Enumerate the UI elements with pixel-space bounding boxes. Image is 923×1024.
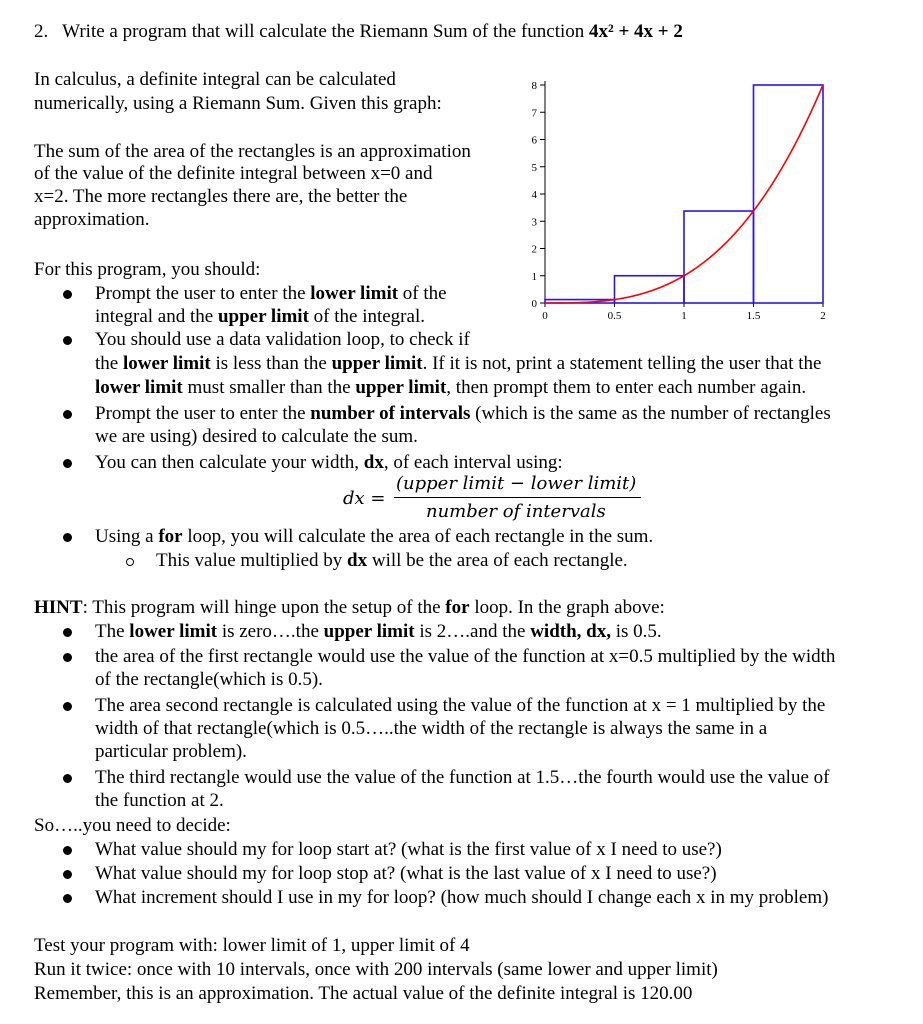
x-tick-label: 2	[820, 310, 826, 322]
formula-numerator: (upper limit − lower limit)	[396, 473, 637, 494]
decide-q2: What value should my for loop stop at? (what is the last value of x I need to use?)	[95, 863, 717, 884]
intro-line-1: In calculus, a definite integral can be calculated	[34, 69, 396, 90]
sum-line-4: approximation.	[34, 209, 150, 230]
y-tick-label: 7	[531, 107, 537, 120]
program-b5-line-1: Using a for loop, you will calculate the area of each rectangle in the sum.	[95, 526, 654, 547]
program-b3-line-2: we are using) desired to calculate the sum.	[95, 426, 418, 447]
decide-q1: What value should my for loop start at? (what is the first value of x I need to use?)	[95, 839, 722, 860]
y-tick-label: 0	[531, 298, 537, 310]
program-b2-line-1: You should use a data validation loop, to check if	[95, 329, 470, 350]
hint-h4-line-2: the function at 2.	[95, 790, 224, 811]
bullet-icon	[63, 774, 72, 783]
bullet-icon	[63, 702, 72, 711]
question-number: 2.	[34, 21, 49, 42]
function-expression: 4x² + 4x + 2	[589, 21, 683, 42]
question-title	[34, 20, 683, 44]
bullet-icon	[63, 653, 72, 662]
x-tick-label: 1	[681, 310, 687, 322]
test-line-3: Remember, this is an approximation. The actual value of the definite integral is 120.00	[34, 983, 693, 1004]
formula-denominator: number of intervals	[426, 501, 606, 522]
test-line-1: Test your program with: lower limit of 1, upper limit of 4	[34, 935, 470, 956]
bullet-icon	[63, 870, 72, 879]
y-tick-label: 5	[531, 161, 537, 174]
y-tick-label: 1	[531, 270, 537, 283]
test-line-2: Run it twice: once with 10 intervals, once with 200 intervals (same lower and upper limit)	[34, 959, 718, 980]
program-b3-line-1: Prompt the user to enter the number of intervals (which is the same as the number of rectangles	[95, 403, 831, 424]
x-tick-label: 0	[542, 310, 548, 322]
bullet-icon	[63, 290, 72, 299]
y-tick-label: 2	[531, 243, 537, 256]
y-tick-label: 8	[531, 80, 537, 92]
bullet-icon	[63, 628, 72, 637]
program-b1-line-1: Prompt the user to enter the lower limit of the	[95, 283, 447, 304]
program-b2-line-3: lower limit must smaller than the upper limit, then prompt them to enter each number again.	[95, 377, 807, 398]
program-sub1-line: This value multiplied by dx will be the area of each rectangle.	[156, 550, 628, 571]
riemann-rectangle	[754, 85, 824, 303]
x-tick-label: 1.5	[746, 310, 761, 322]
decide-heading: So…..you need to decide:	[34, 815, 231, 836]
y-tick-label: 3	[531, 216, 537, 229]
bullet-icon	[63, 410, 72, 419]
bullet-icon	[63, 894, 72, 903]
sum-line-3: x=2. The more rectangles there are, the better the	[34, 186, 408, 207]
decide-q3: What increment should I use in my for loop? (how much should I change each x in my problem)	[95, 887, 829, 908]
bullet-icon	[63, 336, 72, 345]
sub-bullet-icon	[126, 558, 134, 566]
hint-line: HINT: This program will hinge upon the setup of the for loop. In the graph above:	[34, 597, 665, 618]
bullet-icon	[63, 846, 72, 855]
hint-h2-line-2: of the rectangle(which is 0.5).	[95, 669, 323, 690]
riemann-sum-graph	[505, 70, 835, 330]
y-tick-label: 6	[531, 134, 537, 147]
sum-line-2: of the value of the definite integral between x=0 and	[34, 163, 433, 184]
x-tick-label: 0.5	[607, 310, 622, 322]
riemann-rectangle	[615, 276, 685, 303]
hint-h3-line-1: The area second rectangle is calculated using the value of the function at x = 1 multiplied by the	[95, 695, 826, 716]
program-b1-line-2: integral and the upper limit of the integral.	[95, 306, 425, 327]
bullet-icon	[63, 533, 72, 542]
formula-lhs: dx =	[343, 488, 386, 509]
y-tick-label: 4	[531, 189, 537, 201]
program-heading: For this program, you should:	[34, 259, 261, 280]
program-b2-line-2: the lower limit is less than the upper limit. If it is not, print a statement telling the user that the	[95, 353, 822, 374]
fraction-bar	[394, 497, 641, 498]
question-intro: Write a program that will calculate the Riemann Sum of the function	[62, 21, 590, 42]
bullet-icon	[63, 459, 72, 468]
sum-line-1: The sum of the area of the rectangles is an approximation	[34, 141, 471, 162]
hint-h1-line: The lower limit is zero….the upper limit is 2….and the width, dx, is 0.5.	[95, 621, 662, 642]
hint-h3-line-3: particular problem).	[95, 741, 247, 762]
hint-h2-line-1: the area of the first rectangle would use the value of the function at x=0.5 multiplied by the width	[95, 646, 836, 667]
program-b4-line-1: You can then calculate your width, dx, of each interval using:	[95, 452, 563, 473]
hint-h4-line-1: The third rectangle would use the value of the function at 1.5…the fourth would use the value of	[95, 767, 830, 788]
intro-line-2: numerically, using a Riemann Sum. Given this graph:	[34, 93, 442, 114]
hint-h3-line-2: width of that rectangle(which is 0.5…..the width of the rectangle is always the same in a	[95, 718, 768, 739]
